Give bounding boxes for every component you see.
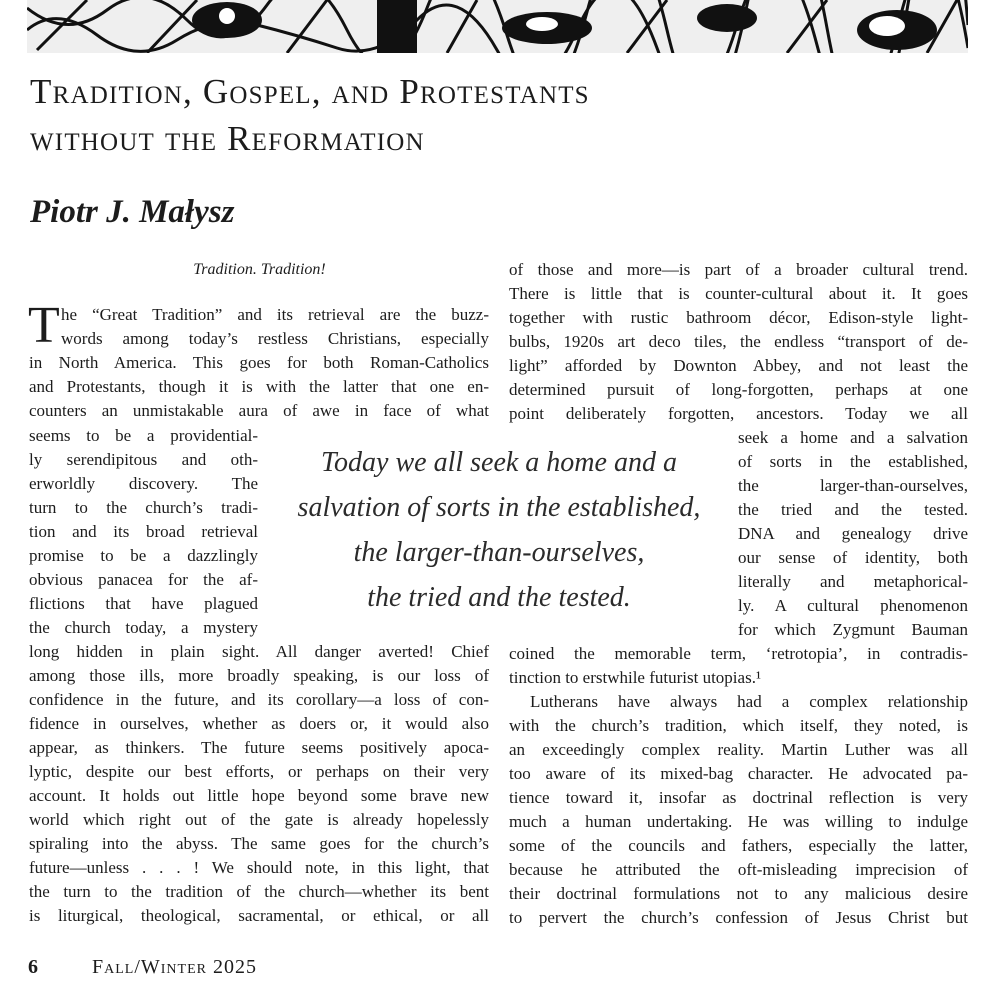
text-line: long hidden in plain sight. All danger averted! Chief xyxy=(29,642,489,661)
drop-cap: T xyxy=(28,297,60,354)
text-line: tience toward it, insofar as doctrinal reflection is very xyxy=(509,788,968,807)
text-line: lyptic, despite our best efforts, or perhaps on their very xyxy=(29,762,489,781)
pull-quote-line: salvation of sorts in the established, xyxy=(297,492,701,523)
article-title xyxy=(30,68,590,162)
pull-quote-line: the tried and the tested. xyxy=(367,582,631,613)
text-line: in North America. This goes for both Roman-Catholics xyxy=(29,353,489,372)
text-line: the church today, a mystery xyxy=(29,618,258,637)
text-line: to pervert the church’s confession of Jesus Christ but xyxy=(509,908,968,927)
text-line: erworldly discovery. The xyxy=(29,474,258,493)
text-line: their doctrinal formulations not to any malicious desire xyxy=(509,884,968,903)
issue-label: Fall/Winter 2025 xyxy=(92,956,257,978)
text-line: literally and metaphorical- xyxy=(738,572,968,591)
text-line: counters an unmistakable aura of awe in face of what xyxy=(29,401,489,420)
text-line: point deliberately forgotten, ancestors. Today we all xyxy=(509,404,968,423)
text-line: appear, as thinkers. The future seems positively apoca- xyxy=(29,738,489,757)
text-line: bulbs, 1920s art deco tiles, the endless “transport of de- xyxy=(509,332,968,351)
text-line: because he attributed the oft-misleading imprecision of xyxy=(509,860,968,879)
text-line: the tried and the tested. xyxy=(738,500,968,519)
text-line: There is little that is counter-cultural about it. It goes xyxy=(509,284,968,303)
text-line: of sorts in the established, xyxy=(738,452,968,471)
text-line: flictions that have plagued xyxy=(29,594,258,613)
text-line: he “Great Tradition” and its retrieval are the buzz- xyxy=(61,305,489,324)
text-line: light” afforded by Downton Abbey, and not least the xyxy=(509,356,968,375)
text-line: among those ills, more broadly speaking, is our loss of xyxy=(29,666,489,685)
text-line: seek a home and a salvation xyxy=(738,428,968,447)
text-line: words among today’s restless Christians, especially xyxy=(61,329,489,348)
text-line: with the church’s tradition, which itself, they noted, is xyxy=(509,716,968,735)
text-line: coined the memorable term, ‘retrotopia’, in contradis- xyxy=(509,644,968,663)
epigraph: Tradition. Tradition! xyxy=(193,261,326,278)
text-line: ly. A cultural phenomenon xyxy=(738,596,968,615)
text-line: fidence in ourselves, whether as doers or, it would also xyxy=(29,714,489,733)
text-line: our sense of identity, both xyxy=(738,548,968,567)
text-line: account. It holds out little hope beyond some brave new xyxy=(29,786,489,805)
text-line: world which right out of the gate is already hopelessly xyxy=(29,810,489,829)
pull-quote-line: Today we all seek a home and a xyxy=(321,447,677,478)
text-line: too aware of its mixed-bag character. He advocated pa- xyxy=(509,764,968,783)
text-line: the larger-than-ourselves, xyxy=(738,476,968,495)
text-line: of those and more—is part of a broader cultural trend. xyxy=(509,260,968,279)
page-number: 6 xyxy=(28,956,38,978)
author-name: Piotr J. Małysz xyxy=(30,194,235,230)
text-line: some of the councils and fathers, especially the latter, xyxy=(509,836,968,855)
text-line: spiraling into the abyss. The same goes for the church’s xyxy=(29,834,489,853)
text-line: promise to be a dazzlingly xyxy=(29,546,258,565)
text-line: much a human undertaking. He was willing to indulge xyxy=(509,812,968,831)
text-line: ly serendipitous and oth- xyxy=(29,450,258,469)
text-line: is liturgical, theological, sacramental, or ethical, or all xyxy=(29,906,489,925)
title-line-1: Tradition, Gospel, and Protestants xyxy=(30,72,590,111)
text-line: turn to the church’s tradi- xyxy=(29,498,258,517)
title-line-2: without the Reformation xyxy=(30,119,425,158)
text-line: confidence in the future, and its corollary—a loss of con- xyxy=(29,690,489,709)
text-line: future—unless . . . ! We should note, in this light, that xyxy=(29,858,489,877)
text-line: together with rustic bathroom décor, Edison-style light- xyxy=(509,308,968,327)
text-line: obvious panacea for the af- xyxy=(29,570,258,589)
text-line: determined pursuit of long-forgotten, perhaps at one xyxy=(509,380,968,399)
pull-quote xyxy=(270,440,728,620)
text-line: for which Zygmunt Bauman xyxy=(738,620,968,639)
text-line: an exceedingly complex reality. Martin Luther was all xyxy=(509,740,968,759)
header-woodcut-image xyxy=(27,0,968,53)
text-line: the turn to the tradition of the church—whether its bent xyxy=(29,882,489,901)
text-line: DNA and genealogy drive xyxy=(738,524,968,543)
pull-quote-line: the larger-than-ourselves, xyxy=(353,537,645,568)
text-line: and Protestants, though it is with the latter that one en- xyxy=(29,377,489,396)
text-line: seems to be a providential- xyxy=(29,426,258,445)
text-line: Lutherans have always had a complex relationship xyxy=(530,692,968,711)
text-line: tinction to erstwhile futurist utopias.¹ xyxy=(509,668,762,687)
text-line: tion and its broad retrieval xyxy=(29,522,258,541)
